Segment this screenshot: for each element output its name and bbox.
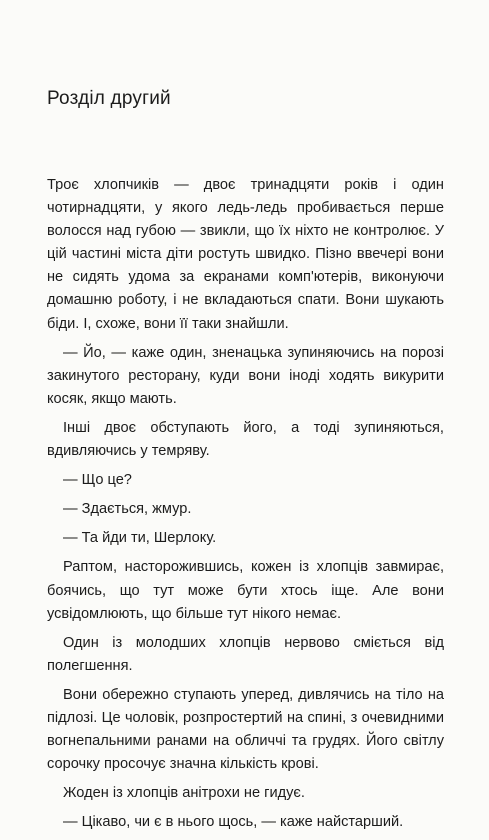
paragraph: — Та йди ти, Шерлоку. [63, 530, 217, 547]
paragraph: — Здається, жмур. [63, 501, 192, 518]
paragraph: Вони обережно ступають уперед, дивлячись на тіло на підлозі. Це чоловік, розпростертий на спині, з очевидними вогнепальними ранами на обличчі та грудях. Його світлу сорочку просочує значна кількість крові. [47, 686, 444, 773]
paragraph: Один із молодших хлопців нервово сміється від полегшення. [47, 634, 444, 674]
chapter-title: Розділ другий [47, 88, 171, 109]
paragraph: Жоден із хлопців анітрохи не гидує. [63, 785, 305, 802]
paragraph: — Йо, — каже один, зненацька зупиняючись на порозі закинутого ресторану, куди вони іноді ходять викурити косяк, якщо мають. [47, 344, 444, 407]
paragraph: — Цікаво, чи є в нього щось, — каже найстарший. [63, 814, 404, 831]
paragraph: Інші двоє обступають його, а тоді зупиняються, вдивляючись у темряву. [47, 419, 444, 460]
paragraph: Раптом, насторожившись, кожен із хлопців завмирає, боячись, що тут може бути хтось іще. Але вони усвідомлюють, що більше тут нікого немає. [47, 559, 444, 622]
paragraph: — Що це? [63, 472, 132, 489]
chapter-body [47, 174, 444, 840]
paragraph: Троє хлопчиків — двоє тринадцяти років і один чотирнадцяти, у якого ледь-ледь пробивається перше волосся над губою — звикли, що їх ніхто не контролює. У цій частині міста діти ростуть швидко. Пізно ввечері вони не сидять удома за екранами комп'ютерів, виконуючи домашню роботу, і не вкладаються спати. Вони шукають біди. І, схоже, вони її таки знайшли. [47, 177, 444, 332]
